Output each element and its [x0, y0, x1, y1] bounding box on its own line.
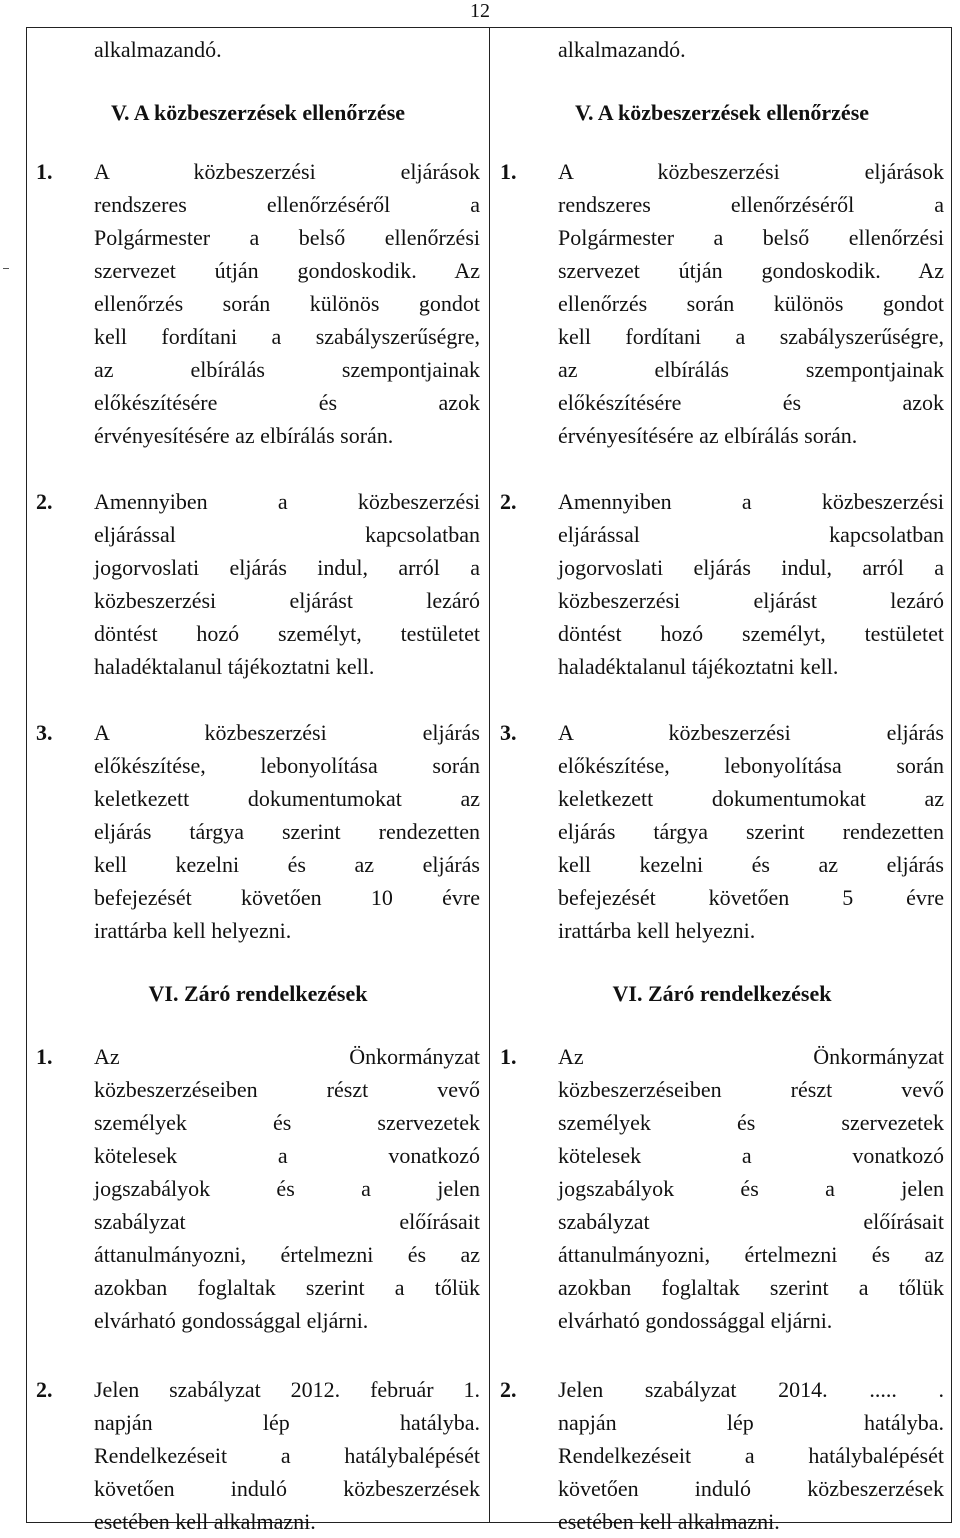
item-text — [94, 485, 480, 683]
text-line: irattárba kell helyezni. — [558, 918, 756, 943]
text-line: Rendelkezéseit a hatálybalépését — [558, 1443, 944, 1468]
text-line: rendszeres ellenőrzéséről a — [94, 192, 480, 217]
text-line: az elbírálás szempontjainak — [94, 357, 480, 382]
text-line: elvárható gondossággal eljárni. — [558, 1308, 833, 1333]
item-text — [558, 1040, 944, 1337]
text-line: követően induló közbeszerzések — [558, 1476, 944, 1501]
text-line: Az Önkormányzat — [558, 1044, 944, 1069]
section-vi-item-2 — [500, 1373, 944, 1538]
text-line: kell fordítani a szabályszerűségre, — [558, 324, 944, 349]
item-number: 1. — [36, 1044, 53, 1069]
text-line: befejezését követően 10 évre — [94, 885, 480, 910]
text-line: döntést hozó személyt, testületet — [94, 621, 480, 646]
item-number: 1. — [36, 159, 53, 184]
item-text — [558, 485, 944, 683]
item-text — [558, 155, 944, 452]
text-line: kell kezelni és az eljárás — [558, 852, 944, 877]
text-line: jogszabályok és a jelen — [558, 1176, 944, 1201]
text-line: előkészítése, lebonyolítása során — [94, 753, 480, 778]
text-line: Jelen szabályzat 2012. február 1. — [94, 1377, 480, 1402]
text-line: jogorvoslati eljárás indul, arról a — [558, 555, 944, 580]
section-heading-v: V. A közbeszerzések ellenőrzése — [110, 100, 406, 125]
text-line: Polgármester a belső ellenőrzési — [558, 225, 944, 250]
text-line: Amennyiben a közbeszerzési — [558, 489, 944, 514]
text-line: esetében kell alkalmazni. — [558, 1509, 780, 1534]
text-line: A közbeszerzési eljárások — [558, 159, 944, 184]
item-text — [94, 716, 480, 947]
text-line: kötelesek a vonatkozó — [558, 1143, 944, 1168]
text-line: haladéktalanul tájékoztatni kell. — [558, 654, 839, 679]
intro-text: alkalmazandó. — [94, 37, 222, 62]
intro-text: alkalmazandó. — [558, 37, 686, 62]
text-line: áttanulmányozni, értelmezni és az — [94, 1242, 480, 1267]
text-line: Az Önkormányzat — [94, 1044, 480, 1069]
text-line: kell kezelni és az eljárás — [94, 852, 480, 877]
text-line: kell fordítani a szabályszerűségre, — [94, 324, 480, 349]
item-text — [558, 1373, 944, 1538]
text-line: előkészítése, lebonyolítása során — [558, 753, 944, 778]
text-line: A közbeszerzési eljárások — [94, 159, 480, 184]
section-vi-item-1 — [500, 1040, 944, 1337]
text-line: közbeszerzési eljárást lezáró — [558, 588, 944, 613]
text-line: A közbeszerzési eljárás — [558, 720, 944, 745]
text-line: Amennyiben a közbeszerzési — [94, 489, 480, 514]
text-line: A közbeszerzési eljárás — [94, 720, 480, 745]
item-number: 1. — [500, 1044, 517, 1069]
text-line: szervezet útján gondoskodik. Az — [558, 258, 944, 283]
item-number: 3. — [500, 720, 517, 745]
margin-mark — [3, 268, 9, 269]
text-line: követően induló közbeszerzések — [94, 1476, 480, 1501]
section-heading-v: V. A közbeszerzések ellenőrzése — [574, 100, 870, 125]
item-number: 2. — [500, 1377, 517, 1402]
text-line: eljárás tárgya szerint rendezetten — [94, 819, 480, 844]
section-v-item-1 — [36, 155, 480, 452]
text-line: Jelen szabályzat 2014. ..... . — [558, 1377, 944, 1402]
text-line: jogszabályok és a jelen — [94, 1176, 480, 1201]
item-text — [94, 155, 480, 452]
item-text — [94, 1040, 480, 1337]
text-line: irattárba kell helyezni. — [94, 918, 292, 943]
text-line: keletkezett dokumentumokat az — [94, 786, 480, 811]
section-v-item-3 — [500, 716, 944, 947]
section-vi-item-1 — [36, 1040, 480, 1337]
text-line: Polgármester a belső ellenőrzési — [94, 225, 480, 250]
section-heading-vi: VI. Záró rendelkezések — [148, 981, 368, 1006]
section-heading-vi: VI. Záró rendelkezések — [612, 981, 832, 1006]
text-line: előkészítésére és azok — [94, 390, 480, 415]
section-v-item-2 — [36, 485, 480, 683]
text-line: napján lép hatályba. — [94, 1410, 480, 1435]
page-number: 12 — [470, 0, 490, 22]
text-line: rendszeres ellenőrzéséről a — [558, 192, 944, 217]
text-line: szabályzat előírásait — [558, 1209, 944, 1234]
text-line: szervezet útján gondoskodik. Az — [94, 258, 480, 283]
text-line: az elbírálás szempontjainak — [558, 357, 944, 382]
text-line: közbeszerzéseiben részt vevő — [94, 1077, 480, 1102]
text-line: érvényesítésére az elbírálás során. — [558, 423, 858, 448]
text-line: szabályzat előírásait — [94, 1209, 480, 1234]
section-v-item-1 — [500, 155, 944, 452]
text-line: kötelesek a vonatkozó — [94, 1143, 480, 1168]
text-line: ellenőrzés során különös gondot — [558, 291, 944, 316]
text-line: keletkezett dokumentumokat az — [558, 786, 944, 811]
text-line: közbeszerzési eljárást lezáró — [94, 588, 480, 613]
text-line: haladéktalanul tájékoztatni kell. — [94, 654, 375, 679]
text-line: elvárható gondossággal eljárni. — [94, 1308, 369, 1333]
text-line: előkészítésére és azok — [558, 390, 944, 415]
item-number: 1. — [500, 159, 517, 184]
text-line: döntést hozó személyt, testületet — [558, 621, 944, 646]
column-divider — [489, 27, 490, 1523]
item-text — [94, 1373, 480, 1538]
text-line: esetében kell alkalmazni. — [94, 1509, 316, 1534]
text-line: személyek és szervezetek — [94, 1110, 480, 1135]
text-line: eljárással kapcsolatban — [94, 522, 480, 547]
text-line: befejezését követően 5 évre — [558, 885, 944, 910]
text-line: közbeszerzéseiben részt vevő — [558, 1077, 944, 1102]
text-line: ellenőrzés során különös gondot — [94, 291, 480, 316]
section-vi-item-2 — [36, 1373, 480, 1538]
text-line: azokban foglaltak szerint a tőlük — [94, 1275, 480, 1300]
right-column — [500, 33, 944, 1538]
text-line: azokban foglaltak szerint a tőlük — [558, 1275, 944, 1300]
text-line: napján lép hatályba. — [558, 1410, 944, 1435]
item-number: 2. — [500, 489, 517, 514]
item-number: 3. — [36, 720, 53, 745]
section-v-item-2 — [500, 485, 944, 683]
section-v-item-3 — [36, 716, 480, 947]
text-line: érvényesítésére az elbírálás során. — [94, 423, 394, 448]
text-line: személyek és szervezetek — [558, 1110, 944, 1135]
text-line: eljárással kapcsolatban — [558, 522, 944, 547]
text-line: Rendelkezéseit a hatálybalépését — [94, 1443, 480, 1468]
item-text — [558, 716, 944, 947]
text-line: áttanulmányozni, értelmezni és az — [558, 1242, 944, 1267]
text-line: jogorvoslati eljárás indul, arról a — [94, 555, 480, 580]
text-line: eljárás tárgya szerint rendezetten — [558, 819, 944, 844]
left-column — [36, 33, 480, 1538]
item-number: 2. — [36, 489, 53, 514]
item-number: 2. — [36, 1377, 53, 1402]
